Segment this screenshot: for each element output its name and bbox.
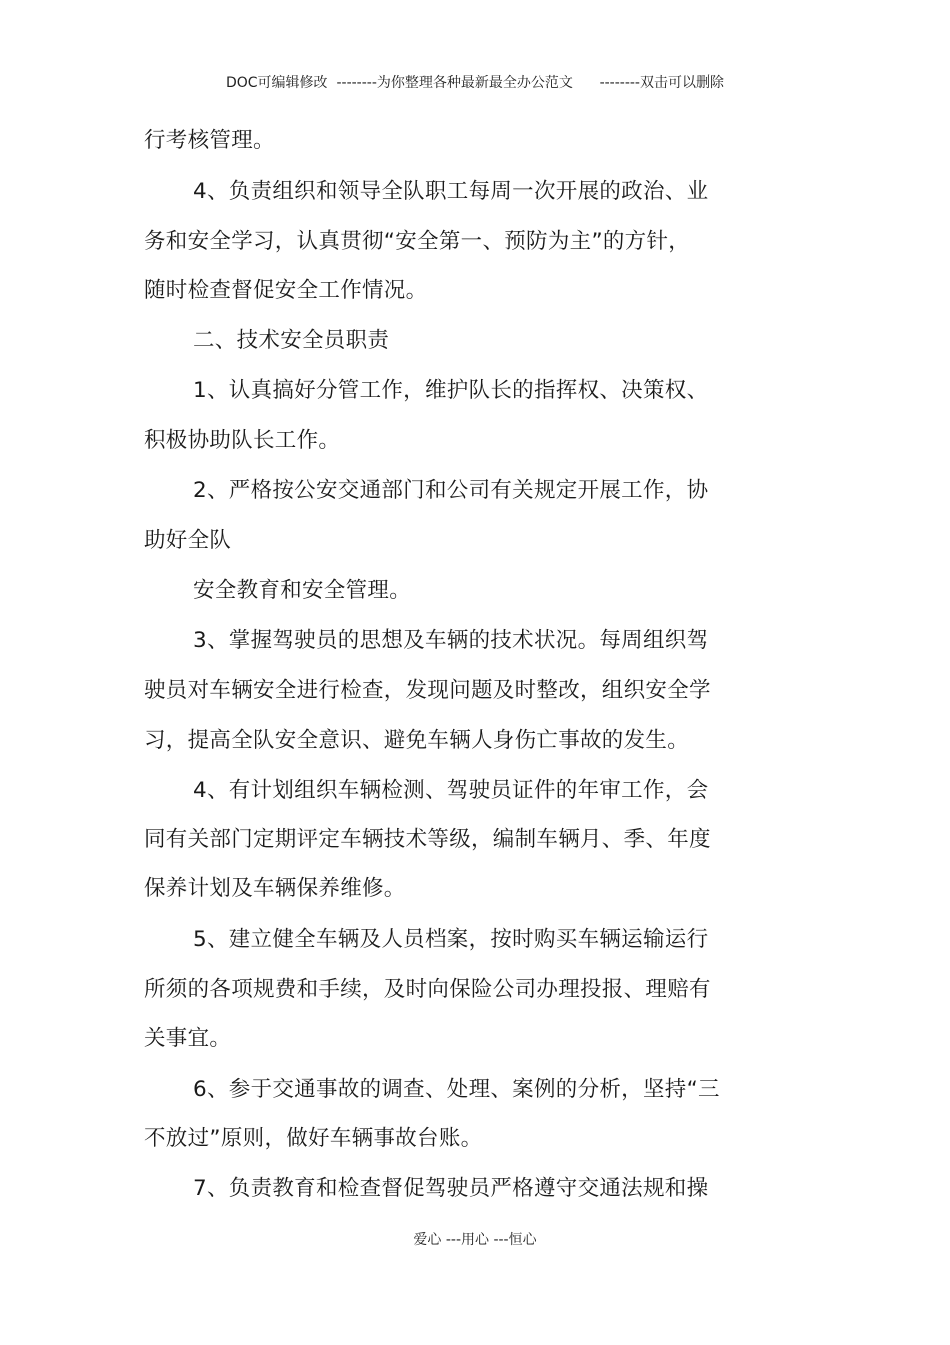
page-footer: 爱心 ---用心 ---恒心 <box>413 1232 537 1248</box>
body-line: 关事宜。 <box>144 1026 232 1051</box>
body-line: 6、参于交通事故的调查、处理、案例的分析，坚持“三 <box>193 1077 720 1102</box>
body-line: 安全教育和安全管理。 <box>193 578 412 603</box>
body-line: 随时检查督促安全工作情况。 <box>144 278 428 303</box>
body-line: 4、有计划组织车辆检测、驾驶员证件的年审工作，会 <box>193 778 709 803</box>
body-line: 助好全队 <box>144 528 232 553</box>
body-line: 所须的各项规费和手续，及时向保险公司办理投报、理赔有 <box>144 977 711 1002</box>
body-line: 同有关部门定期评定车辆技术等级，编制车辆月、季、年度 <box>144 827 711 852</box>
body-line: 2、严格按公安交通部门和公司有关规定开展工作，协 <box>193 478 709 503</box>
body-line: 5、建立健全车辆及人员档案，按时购买车辆运输运行 <box>193 927 709 952</box>
body-line: 3、掌握驾驶员的思想及车辆的技术状况。每周组织驾 <box>193 628 709 653</box>
body-line: 不放过”原则，做好车辆事故台账。 <box>144 1126 483 1151</box>
body-line: 保养计划及车辆保养维修。 <box>144 876 406 901</box>
body-line: 行考核管理。 <box>144 128 275 153</box>
body-line: 习，提高全队安全意识、避免车辆人身伤亡事故的发生。 <box>144 728 690 753</box>
body-line: 4、负责组织和领导全队职工每周一次开展的政治、业 <box>193 179 709 204</box>
body-line: 7、负责教育和检查督促驾驶员严格遵守交通法规和操 <box>193 1176 709 1201</box>
page-header: DOC可编辑修改 --------为你整理各种最新最全办公范文 --------双击可以删除 <box>225 75 724 91</box>
section-heading: 二、技术安全员职责 <box>193 328 390 353</box>
body-line: 务和安全学习，认真贯彻“安全第一、预防为主”的方针， <box>144 229 691 254</box>
body-line: 驶员对车辆安全进行检查，发现问题及时整改，组织安全学 <box>144 678 711 703</box>
body-line: 1、认真搞好分管工作，维护队长的指挥权、决策权、 <box>193 378 709 403</box>
body-line: 积极协助队长工作。 <box>144 428 341 453</box>
